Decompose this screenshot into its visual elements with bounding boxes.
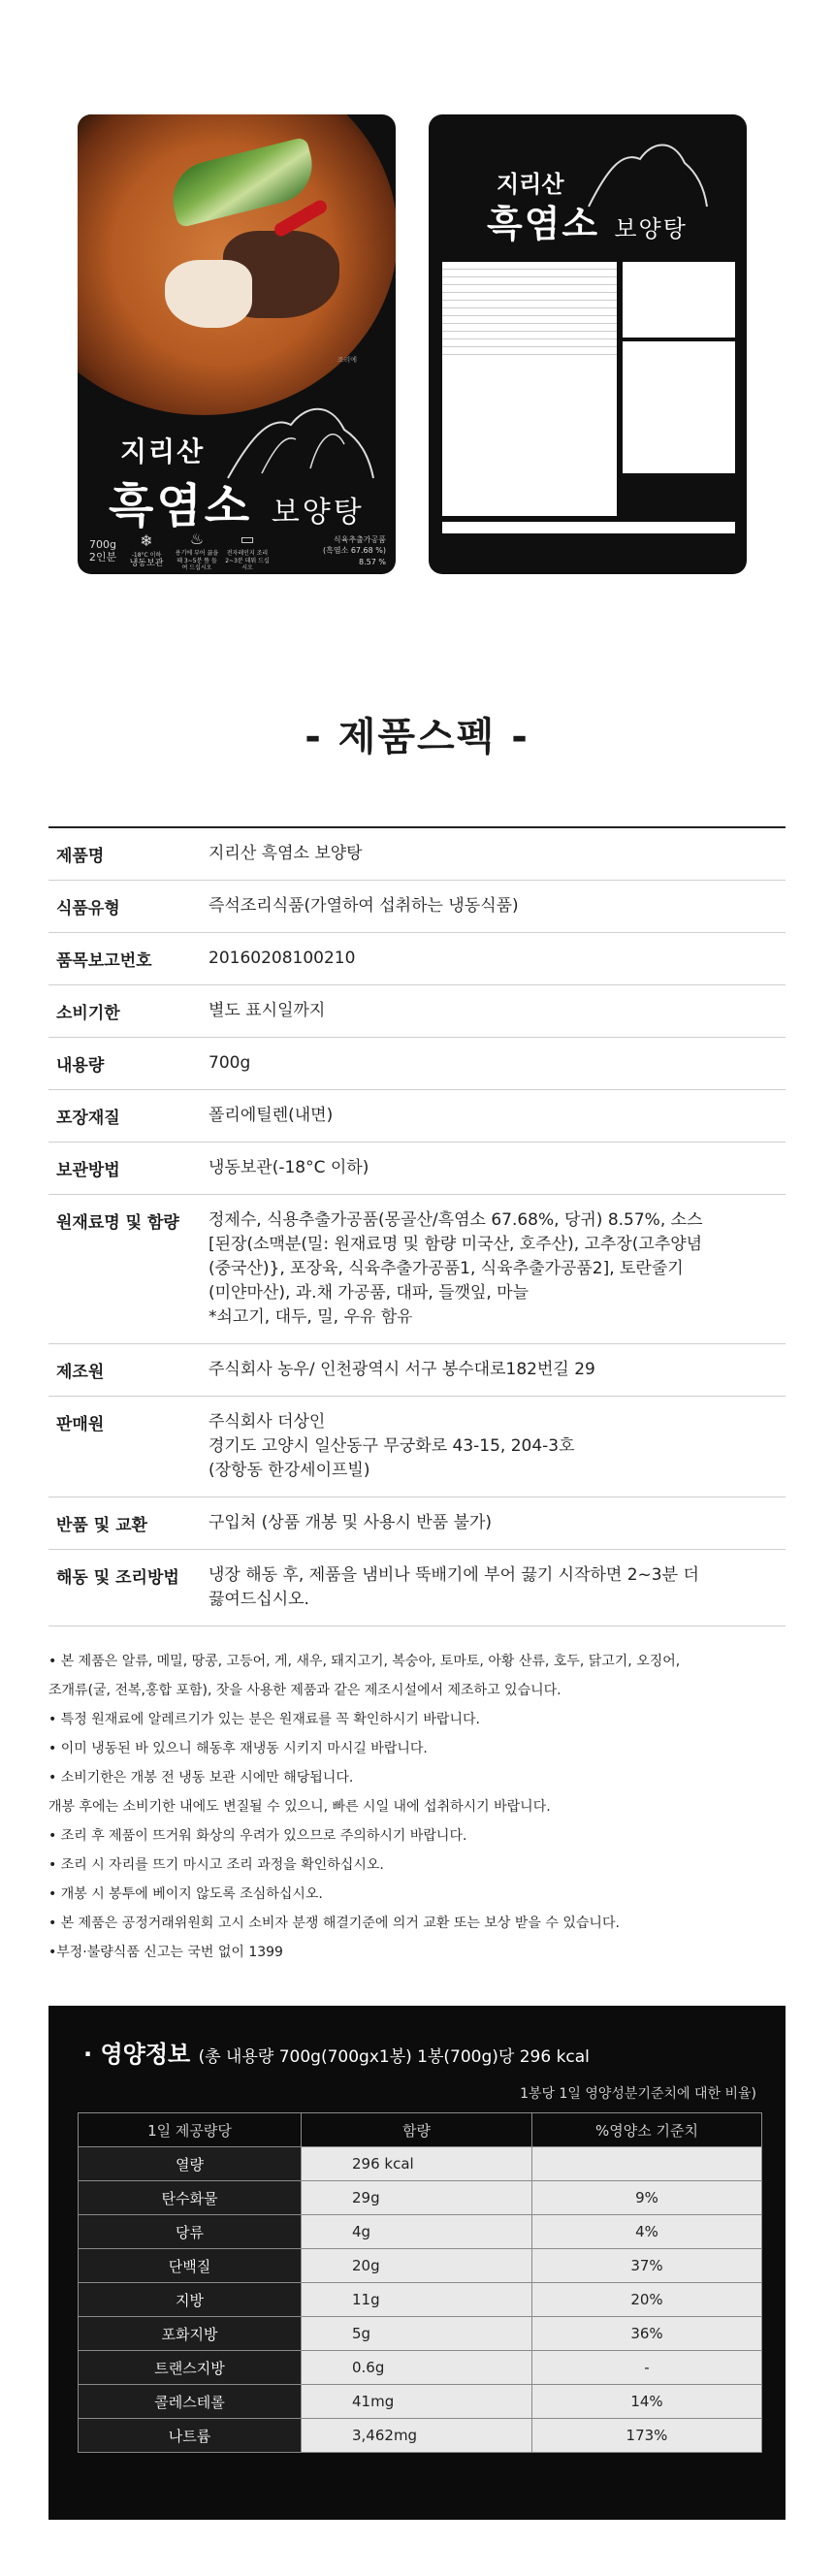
- nutrition-row: [79, 2351, 762, 2385]
- nutrient-name: 나트륨: [79, 2419, 302, 2453]
- nutrition-basis: 1봉당 1일 영양성분기준치에 대한 비율): [520, 2086, 756, 2102]
- nutrient-amount: 20g: [302, 2249, 532, 2283]
- spec-row: [48, 881, 786, 933]
- nutrition-row: [79, 2215, 762, 2249]
- precaution-note: • 개봉 시 봉투에 베이지 않도록 조심하십시오.: [48, 1886, 323, 1902]
- back-label-table: [442, 262, 617, 516]
- nutrition-title-detail: (총 내용량 700g(700gx1봉) 1봉(700g)당 296 kcal: [198, 2047, 590, 2067]
- spec-key: 내용량: [56, 1056, 105, 1076]
- spec-value: 700g: [208, 1053, 251, 1073]
- spec-value: 냉동보관(-18°C 이하): [208, 1158, 369, 1177]
- spec-value: 구입처 (상품 개봉 및 사용시 반품 불가): [208, 1513, 493, 1532]
- storage-info: [124, 531, 169, 570]
- microwave-cooking-info: [225, 530, 270, 572]
- nutrition-row: [79, 2385, 762, 2419]
- spec-value: 지리산 흑염소 보양탕: [208, 844, 363, 863]
- spec-value: 폴리에틸렌(내면): [208, 1106, 334, 1125]
- precaution-note: • 특정 원재료에 알레르기가 있는 분은 원재료를 꼭 확인하시기 바랍니다.: [48, 1712, 480, 1727]
- nutrient-daily-value: -: [532, 2351, 762, 2385]
- spec-row: [48, 1550, 786, 1626]
- nutrient-daily-value: 20%: [532, 2283, 762, 2317]
- nutrition-mini-box: [623, 341, 735, 473]
- spec-value: 냉장 해동 후, 제품을 냄비나 뚝배기에 부어 끓기 시작하면 2~3분 더 끓여드십시오.: [208, 1565, 699, 1609]
- nutrient-amount: 3,462mg: [302, 2419, 532, 2453]
- snowflake-icon: ❄: [140, 531, 153, 550]
- extract-total: 8.57 %: [359, 557, 386, 566]
- brand-suffix: 보양탕: [271, 496, 365, 530]
- precaution-note: • 본 제품은 공정거래위원회 고시 소비자 분쟁 해결기준에 의거 교환 또는 보상 받을 수 있습니다.: [48, 1916, 620, 1931]
- spec-value: 정제수, 식용추출가공품(몽골산/흑염소 67.68%, 당귀) 8.57%, 소스 [된장(소맥분(밀: 원재료명 및 함량 미국산, 호주산), 고추장(고추양념 (중국산)}, 포장육, 식육추출가공품1, 식육추출가공품2], 토란줄기 (미얀마산), 과.채 가공품, 대파, 들깻잎, 마늘 *쇠고기, 대두, 밀, 우유 함유: [208, 1210, 703, 1327]
- brand-main: 흑염소: [487, 203, 600, 245]
- precaution-note: • 소비기한은 개봉 전 냉동 보관 시에만 해당됩니다. 개봉 후에는 소비기한 내에도 변질될 수 있으니, 빠른 시일 내에 섭취하시기 바랍니다.: [48, 1770, 551, 1815]
- weight-info: [87, 538, 118, 564]
- spec-key: 보관방법: [56, 1161, 120, 1180]
- nutrient-daily-value: 14%: [532, 2385, 762, 2419]
- nutrient-name: 당류: [79, 2215, 302, 2249]
- spec-section-title: - 제품스펙 -: [305, 715, 529, 759]
- nutrient-name: 포화지방: [79, 2317, 302, 2351]
- nutrient-name: 트랜스지방: [79, 2351, 302, 2385]
- spec-row: [48, 1497, 786, 1550]
- spec-key: 판매원: [56, 1415, 105, 1434]
- precaution-note: • 조리 후 제품이 뜨거워 화상의 우려가 있으므로 주의하시기 바랍니다.: [48, 1828, 467, 1844]
- nutrient-name: 콜레스테롤: [79, 2385, 302, 2419]
- spec-row: [48, 1397, 786, 1497]
- nutrition-panel: [48, 2006, 786, 2520]
- back-label-bar: [442, 522, 735, 533]
- brand-title: [487, 194, 688, 247]
- nutrient-name: 단백질: [79, 2249, 302, 2283]
- nutrient-daily-value: 9%: [532, 2181, 762, 2215]
- nutrition-row: [79, 2283, 762, 2317]
- spec-key: 해동 및 조리방법: [56, 1568, 179, 1588]
- nutrient-name: 탄수화물: [79, 2181, 302, 2215]
- pot-icon: ♨: [189, 529, 205, 548]
- spec-row: [48, 1038, 786, 1090]
- meat-illustration: [165, 260, 252, 328]
- brand-subtitle: 지리산: [120, 435, 206, 467]
- spec-row: [48, 1195, 786, 1344]
- package-back-image: [429, 114, 747, 574]
- spec-value: 주식회사 농우/ 인천광역시 서구 봉수대로182번길 29: [208, 1360, 595, 1379]
- package-front-footer: [87, 531, 386, 570]
- nutrient-daily-value: 37%: [532, 2249, 762, 2283]
- precaution-notes: [48, 1647, 795, 1967]
- nutrient-amount: 296 kcal: [302, 2147, 532, 2181]
- extract-info: [323, 534, 386, 567]
- precaution-note: •부정·불량식품 신고는 국번 없이 1399: [48, 1945, 283, 1960]
- spec-value: 별도 표시일까지: [208, 1001, 326, 1020]
- nutrition-row: [79, 2317, 762, 2351]
- header-daily-value: %영양소 기준치: [532, 2113, 762, 2147]
- spec-key: 포장재질: [56, 1109, 120, 1128]
- spec-value: 즉석조리식품(가열하여 섭취하는 냉동식품): [208, 896, 519, 916]
- nutrient-daily-value: 173%: [532, 2419, 762, 2453]
- servings: 2인분: [88, 551, 117, 564]
- storage: 냉동보관: [129, 559, 164, 569]
- nutrient-amount: 29g: [302, 2181, 532, 2215]
- nutrition-header-row: [79, 2113, 762, 2147]
- spec-key: 원재료명 및 함량: [56, 1213, 179, 1233]
- cooking-guide-box: [623, 262, 735, 338]
- precaution-note: • 이미 냉동된 바 있으니 해동후 재냉동 시키지 마시길 바랍니다.: [48, 1741, 428, 1756]
- nutrition-table: [78, 2112, 762, 2453]
- back-label-side: [623, 262, 735, 516]
- nutrient-amount: 41mg: [302, 2385, 532, 2419]
- spec-row: [48, 828, 786, 881]
- nutrient-daily-value: 36%: [532, 2317, 762, 2351]
- spec-key: 제품명: [56, 847, 105, 866]
- extract-label: 식육추출가공품: [333, 535, 386, 545]
- serving-suggestion-note: 조리예: [337, 356, 357, 364]
- precaution-note: • 조리 시 자리를 뜨기 마시고 조리 과정을 확인하십시오.: [48, 1857, 384, 1873]
- nutrient-daily-value: 4%: [532, 2215, 762, 2249]
- pot-cooking-info: [175, 530, 219, 572]
- spec-value: 20160208100210: [208, 949, 356, 968]
- spec-key: 소비기한: [56, 1004, 120, 1023]
- spec-key: 식품유형: [56, 899, 120, 918]
- storage-temp: -18°C 이하: [131, 551, 162, 559]
- nutrition-row: [79, 2249, 762, 2283]
- spec-key: 품목보고번호: [56, 951, 152, 971]
- spec-table: [48, 826, 786, 1626]
- nutrient-amount: 11g: [302, 2283, 532, 2317]
- nutrient-amount: 4g: [302, 2215, 532, 2249]
- spec-row: [48, 1143, 786, 1195]
- nutrient-daily-value: [532, 2147, 762, 2181]
- microwave-icon: ▭: [240, 529, 255, 548]
- extract-pct: (흑염소 67.68 %): [322, 546, 386, 556]
- header-amount: 함량: [302, 2113, 532, 2147]
- brand-suffix: 보양탕: [614, 215, 688, 242]
- nutrition-row: [79, 2419, 762, 2453]
- nutrient-name: 열량: [79, 2147, 302, 2181]
- nutrient-amount: 5g: [302, 2317, 532, 2351]
- brand-main: 흑염소: [109, 479, 253, 533]
- spec-key: 제조원: [56, 1363, 105, 1382]
- spec-row: [48, 933, 786, 985]
- spec-row: [48, 1090, 786, 1143]
- nutrient-amount: 0.6g: [302, 2351, 532, 2385]
- nutrition-title-main: · 영양정보: [83, 2041, 191, 2068]
- spec-value: 주식회사 더상인 경기도 고양시 일산동구 무궁화로 43-15, 204-3호 (장항동 한강세이프빌): [208, 1412, 575, 1480]
- nutrient-name: 지방: [79, 2283, 302, 2317]
- microwave-cooking-label: 전자레인지 조리 2~3분 데워 드십시오: [225, 549, 270, 572]
- package-front-image: [78, 114, 396, 574]
- spec-key: 반품 및 교환: [56, 1516, 147, 1535]
- pot-cooking-label: 용기에 부어 끓을 때 3~5분 뜸 들여 드십시오: [175, 549, 219, 572]
- nutrition-title: [83, 2035, 590, 2069]
- nutrition-row: [79, 2147, 762, 2181]
- nutrition-row: [79, 2181, 762, 2215]
- weight: 700g: [89, 537, 116, 551]
- header-serving: 1일 제공량당: [79, 2113, 302, 2147]
- brand-title: [109, 468, 365, 535]
- precaution-note: • 본 제품은 알류, 메밀, 땅콩, 고등어, 게, 새우, 돼지고기, 복숭아, 토마토, 아황 산류, 호두, 닭고기, 오징어, 조개류(굴, 전복,홍합 포함), 잣을 사용한 제품과 같은 제조시설에서 제조하고 있습니다.: [48, 1654, 681, 1698]
- brand-subtitle: 지리산: [497, 171, 564, 198]
- spec-row: [48, 985, 786, 1038]
- spec-row: [48, 1344, 786, 1397]
